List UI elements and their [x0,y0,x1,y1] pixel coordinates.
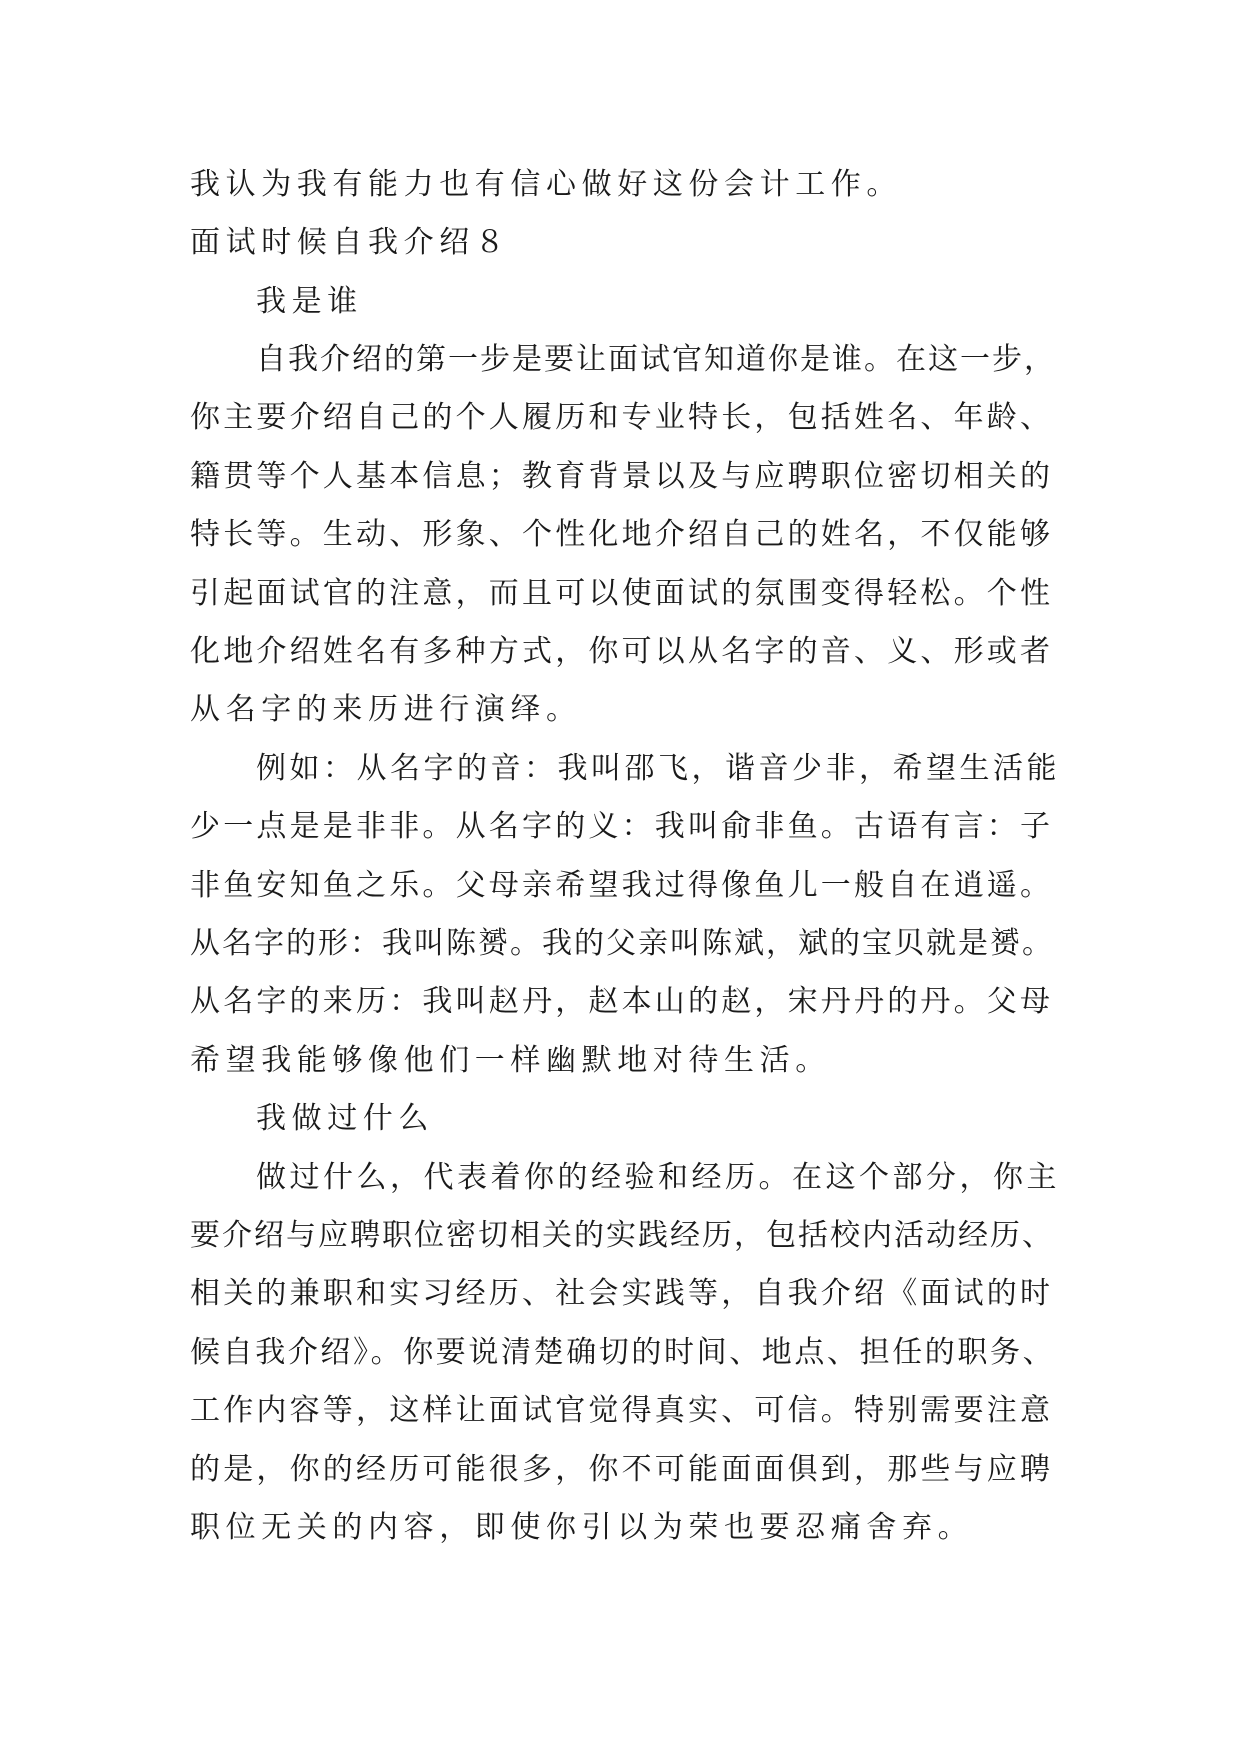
paragraph-line: 职位无关的内容，即使你引以为荣也要忍痛舍弃。 [190,1510,974,1545]
subheading-what-i-did: 我做过什么 [256,1101,434,1136]
paragraph-line: 自我介绍的第一步是要让面试官知道你是谁。在这一步， [256,342,1056,377]
paragraph-line: 少一点是是非非。从名字的义：我叫俞非鱼。古语有言：子 [190,809,1054,844]
paragraph-line: 化地介绍姓名有多种方式，你可以从名字的音、义、形或者 [190,634,1054,669]
paragraph-line: 非鱼安知鱼之乐。父母亲希望我过得像鱼儿一般自在逍遥。 [190,868,1054,903]
paragraph-line: 我认为我有能力也有信心做好这份会计工作。 [190,167,902,202]
paragraph-line: 从名字的形：我叫陈赟。我的父亲叫陈斌，斌的宝贝就是赟。 [190,926,1054,961]
paragraph-line: 你主要介绍自己的个人履历和专业特长，包括姓名、年龄、 [190,400,1054,435]
paragraph-line: 候自我介绍》。你要说清楚确切的时间、地点、担任的职务、 [190,1335,1056,1370]
paragraph-line: 籍贯等个人基本信息；教育背景以及与应聘职位密切相关的 [190,459,1054,494]
paragraph-line: 引起面试官的注意，而且可以使面试的氛围变得轻松。个性 [190,576,1054,611]
paragraph-line: 工作内容等，这样让面试官觉得真实、可信。特别需要注意 [190,1393,1054,1428]
paragraph-line: 特长等。生动、形象、个性化地介绍自己的姓名，不仅能够 [190,517,1054,552]
paragraph-line: 做过什么，代表着你的经验和经历。在这个部分，你主 [256,1160,1060,1195]
paragraph-line: 要介绍与应聘职位密切相关的实践经历，包括校内活动经历、 [190,1218,1054,1253]
paragraph-line: 相关的兼职和实习经历、社会实践等，自我介绍《面试的时 [190,1276,1054,1311]
section-heading: 面试时候自我介绍８ [190,225,511,260]
subheading-who-am-i: 我是谁 [256,284,363,319]
paragraph-line: 从名字的来历：我叫赵丹，赵本山的赵，宋丹丹的丹。父母 [190,984,1054,1019]
paragraph-line: 例如：从名字的音：我叫邵飞，谐音少非，希望生活能 [256,751,1060,786]
paragraph-line: 从名字的来历进行演绎。 [190,692,582,727]
paragraph-line: 希望我能够像他们一样幽默地对待生活。 [190,1043,831,1078]
paragraph-line: 的是，你的经历可能很多，你不可能面面俱到，那些与应聘 [190,1452,1054,1487]
